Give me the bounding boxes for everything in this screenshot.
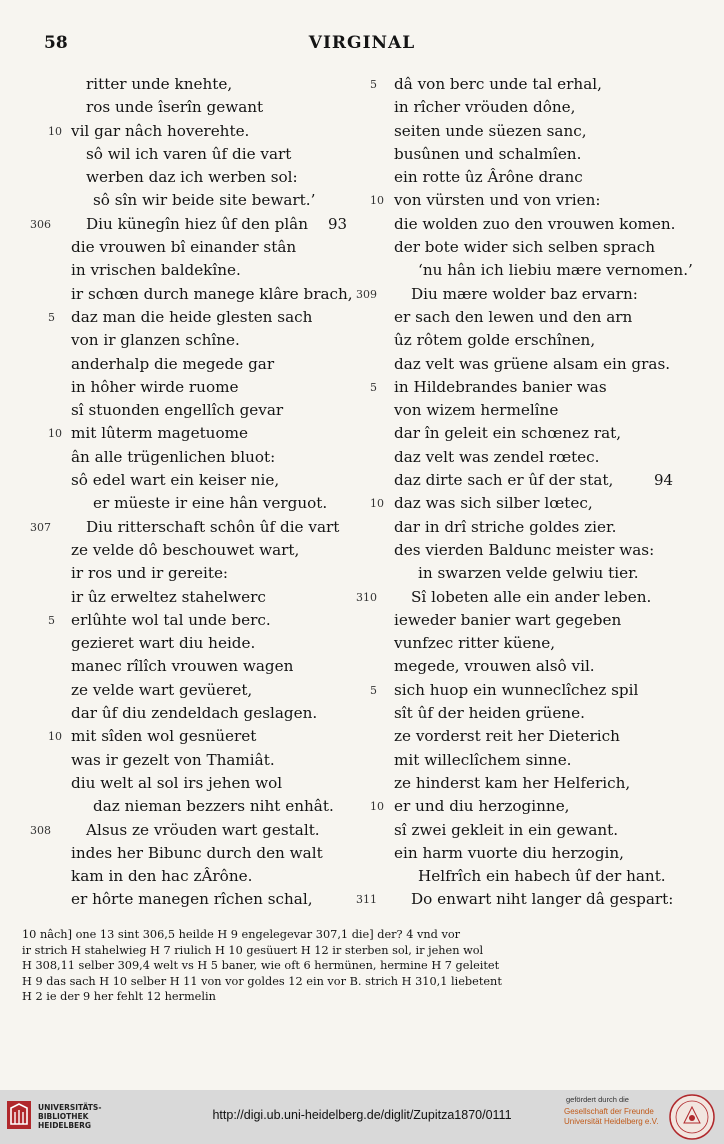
verse-line	[356, 96, 696, 119]
verse-text: anderhalp die megede gar	[71, 354, 275, 373]
verse-line	[30, 422, 352, 445]
verse-text: diu welt al sol irs jehen wol	[71, 773, 283, 792]
critical-apparatus-notes	[22, 927, 672, 1005]
verse-line	[30, 166, 352, 189]
verse-text: von wizem hermelîne	[394, 401, 559, 420]
verse-text: ze vorderst reit her Dieterich	[394, 727, 620, 746]
verse-line	[30, 655, 352, 678]
right-text-column	[356, 73, 696, 912]
verse-text: werben daz ich werben sol:	[86, 168, 298, 187]
verse-line	[356, 586, 696, 609]
verse-text: vunfzec ritter küene,	[394, 634, 556, 653]
verse-text: ritter unde knehte,	[86, 75, 233, 93]
line-number: 309	[356, 287, 377, 301]
line-number: 5	[370, 683, 377, 697]
running-title: VIRGINAL	[308, 33, 416, 53]
verse-text: busûnen und schalmîen.	[394, 144, 582, 163]
line-number: 10	[370, 497, 384, 511]
verse-line	[356, 306, 696, 329]
verse-text: indes her Bibunc durch den walt	[71, 843, 323, 862]
verse-line	[356, 399, 696, 422]
verse-text: gezieret wart diu heide.	[71, 634, 256, 653]
verse-text: er und diu herzoginne,	[394, 797, 570, 816]
university-seal-icon	[668, 1093, 716, 1141]
verse-line	[356, 259, 696, 282]
note-line: H 9 das sach H 10 selber H 11 von vor goldes 12 ein vor B. strich H 310,1 liebetent	[22, 974, 502, 988]
line-number: 10	[370, 800, 384, 814]
verse-line	[356, 469, 696, 492]
page-header	[0, 33, 724, 57]
verse-text: Alsus ze vröuden wart gestalt.	[86, 820, 320, 839]
verse-line	[30, 73, 352, 96]
verse-line	[30, 236, 352, 259]
verse-line	[30, 446, 352, 469]
verse-line	[356, 236, 696, 259]
verse-text: sî zwei gekleit in ein gewant.	[394, 820, 619, 839]
verse-text: sô sîn wir beide site bewart.’	[93, 191, 316, 210]
verse-line	[30, 376, 352, 399]
verse-text: er sach den lewen und den arn	[394, 307, 633, 326]
verse-text: erlûhte wol tal unde berc.	[71, 610, 271, 629]
verse-line	[356, 143, 696, 166]
verse-line	[30, 329, 352, 352]
verse-text: ze velde wart gevüeret,	[71, 680, 253, 699]
verse-line	[30, 679, 352, 702]
verse-line	[30, 96, 352, 119]
verse-line	[356, 73, 696, 96]
margin-page-number: 94	[654, 471, 674, 490]
verse-line	[30, 213, 352, 236]
verse-line	[356, 446, 696, 469]
verse-text: seiten unde süezen sanc,	[394, 121, 587, 140]
verse-text: Sî lobeten alle ein ander leben.	[411, 587, 652, 606]
verse-line	[30, 399, 352, 422]
verse-line	[30, 888, 352, 911]
line-number: 10	[48, 730, 62, 744]
verse-text: des vierden Baldunc meister was:	[394, 540, 655, 559]
verse-text: ir ros und ir gereite:	[71, 564, 229, 583]
library-name: UNIVERSITÄTS- BIBLIOTHEK HEIDELBERG	[38, 1103, 102, 1130]
digital-copy-url[interactable]: http://digi.ub.uni-heidelberg.de/diglit/Zupitza1870/0111	[212, 1108, 512, 1122]
verse-text: daz nieman bezzers niht enhât.	[93, 797, 334, 816]
line-number: 5	[48, 310, 55, 324]
verse-text: er hôrte manegen rîchen schal,	[71, 890, 313, 909]
note-line: ir strich H stahelwieg H 7 riulich H 10 gesüuert H 12 ir sterben sol, ir jehen wol	[22, 943, 484, 957]
verse-text: ein harm vuorte diu herzogin,	[394, 843, 625, 862]
verse-text: die wolden zuo den vrouwen komen.	[394, 214, 676, 233]
verse-text: dar in drî striche goldes zier.	[394, 517, 617, 536]
verse-line	[356, 562, 696, 585]
verse-line	[30, 516, 352, 539]
verse-text: sô wil ich varen ûf die vart	[86, 144, 292, 163]
verse-text: ze hinderst kam her Helferich,	[394, 773, 631, 792]
verse-line	[30, 749, 352, 772]
verse-text: in vrischen baldekîne.	[71, 261, 241, 280]
verse-line	[356, 120, 696, 143]
verse-text: ir ûz erweltez stahelwerc	[71, 587, 266, 606]
verse-text: mit sîden wol gesnüeret	[71, 727, 257, 746]
verse-line	[356, 749, 696, 772]
verse-text: manec rîlîch vrouwen wagen	[71, 657, 294, 676]
line-number: 306	[30, 217, 51, 231]
verse-line	[356, 189, 696, 212]
verse-text: ieweder banier wart gegeben	[394, 610, 622, 629]
line-number: 5	[370, 78, 377, 91]
verse-text: megede, vrouwen alsô vil.	[394, 657, 595, 676]
verse-text: er müeste ir eine hân verguot.	[93, 494, 328, 513]
verse-line	[356, 819, 696, 842]
verse-line	[30, 819, 352, 842]
verse-text: daz dirte sach er ûf der stat,	[394, 471, 614, 490]
verse-text: sô edel wart ein keiser nie,	[71, 471, 280, 490]
verse-line	[30, 283, 352, 306]
verse-line	[30, 492, 352, 515]
verse-text: sî stuonden engellîch gevar	[71, 401, 284, 420]
verse-line	[356, 516, 696, 539]
verse-text: mit lûterm magetuome	[71, 424, 248, 443]
verse-line	[356, 213, 696, 236]
verse-line	[30, 842, 352, 865]
note-line: 10 nâch] one 13 sint 306,5 heilde H 9 engelegevar 307,1 die] der? 4 vnd vor	[22, 928, 461, 941]
verse-text: vil gar nâch hoverehte.	[71, 121, 250, 140]
verse-line	[356, 772, 696, 795]
verse-line	[356, 539, 696, 562]
verse-text: sît ûf der heiden grüene.	[394, 704, 585, 723]
verse-text: dar ûf diu zendeldach geslagen.	[71, 704, 318, 723]
line-number: 308	[30, 823, 51, 837]
verse-line	[356, 679, 696, 702]
verse-line	[356, 376, 696, 399]
verse-text: dar în geleit ein schœnez rat,	[394, 424, 622, 443]
verse-text: Diu mære wolder baz ervarn:	[411, 284, 638, 303]
margin-page-number: 93	[328, 214, 348, 233]
verse-line	[30, 772, 352, 795]
verse-line	[30, 259, 352, 282]
verse-line	[30, 586, 352, 609]
verse-line	[356, 842, 696, 865]
verse-text: ros unde îserîn gewant	[86, 98, 264, 117]
verse-text: der bote wider sich selben sprach	[394, 238, 656, 257]
line-number: 10	[370, 194, 384, 208]
line-number: 311	[356, 893, 377, 907]
verse-text: Diu künegîn hiez ûf den plân	[86, 214, 309, 233]
left-text-column	[30, 73, 352, 912]
verse-line	[356, 632, 696, 655]
verse-text: daz was sich silber lœtec,	[394, 494, 593, 513]
verse-text: daz velt was zendel rœtec.	[394, 447, 600, 466]
sponsor-label: gefördert durch die	[566, 1095, 629, 1104]
verse-text: ein rotte ûz Ârône dranc	[394, 168, 583, 187]
verse-text: ân alle trügenlichen bluot:	[71, 447, 276, 466]
verse-text: Helfrîch ein habech ûf der hant.	[418, 867, 666, 886]
footer-bar	[0, 1090, 724, 1144]
verse-text: von vürsten und von vrien:	[394, 191, 601, 210]
line-number: 310	[356, 590, 377, 604]
verse-text: die vrouwen bî einander stân	[71, 238, 297, 257]
verse-line	[30, 562, 352, 585]
verse-line	[30, 469, 352, 492]
verse-line	[356, 329, 696, 352]
verse-line	[30, 725, 352, 748]
verse-text: Diu ritterschaft schôn ûf die vart	[86, 517, 340, 536]
verse-line	[356, 166, 696, 189]
line-number: 307	[30, 520, 51, 534]
verse-text: in swarzen velde gelwiu tier.	[418, 564, 639, 583]
verse-line	[356, 283, 696, 306]
verse-text: ir schœn durch manege klâre brach,	[71, 284, 353, 303]
verse-line	[30, 143, 352, 166]
verse-line	[356, 655, 696, 678]
verse-line	[30, 539, 352, 562]
verse-text: sich huop ein wunneclîchez spil	[394, 680, 639, 699]
verse-line	[356, 888, 696, 911]
verse-text: in rîcher vröuden dône,	[394, 98, 576, 117]
verse-line	[356, 795, 696, 818]
verse-text: was ir gezelt von Thamiât.	[71, 750, 275, 769]
line-number: 5	[48, 613, 55, 627]
verse-line	[30, 865, 352, 888]
verse-text: in Hildebrandes banier was	[394, 377, 607, 396]
verse-text: daz velt was grüene alsam ein gras.	[394, 354, 671, 373]
verse-line	[356, 609, 696, 632]
verse-text: ûz rôtem golde erschînen,	[394, 331, 596, 350]
verse-text: ze velde dô beschouwet wart,	[71, 540, 300, 559]
verse-line	[356, 492, 696, 515]
verse-text: mit willeclîchem sinne.	[394, 750, 572, 769]
verse-text: dâ von berc unde tal erhal,	[394, 75, 602, 93]
verse-text: Do enwart niht langer dâ gespart:	[411, 890, 674, 909]
verse-line	[30, 353, 352, 376]
verse-text: in hôher wirde ruome	[71, 377, 239, 396]
verse-text: kam in den hac zÂrône.	[71, 867, 253, 886]
verse-line	[30, 189, 352, 212]
verse-line	[30, 306, 352, 329]
verse-line	[356, 725, 696, 748]
verse-line	[356, 353, 696, 376]
verse-line	[30, 632, 352, 655]
verse-line	[356, 865, 696, 888]
verse-line	[356, 422, 696, 445]
note-line: H 308,11 selber 309,4 welt vs H 5 baner, wie oft 6 hermünen, hermine H 7 geleitet	[22, 959, 500, 973]
verse-text: ‘nu hân ich liebiu mære vernomen.’	[418, 261, 693, 280]
verse-line	[30, 120, 352, 143]
page-number: 58	[44, 33, 68, 53]
verse-line	[30, 702, 352, 725]
verse-line	[30, 795, 352, 818]
line-number: 10	[48, 124, 62, 138]
line-number: 10	[48, 427, 62, 441]
verse-text: daz man die heide glesten sach	[71, 307, 313, 326]
verse-text: von ir glanzen schîne.	[71, 331, 240, 350]
verse-line	[30, 609, 352, 632]
sponsor-name: Gesellschaft der Freunde Universität Heidelberg e.V.	[564, 1107, 659, 1126]
verse-line	[356, 702, 696, 725]
note-line: H 2 ie der 9 her fehlt 12 hermelin	[22, 990, 216, 1004]
line-number: 5	[370, 380, 377, 394]
